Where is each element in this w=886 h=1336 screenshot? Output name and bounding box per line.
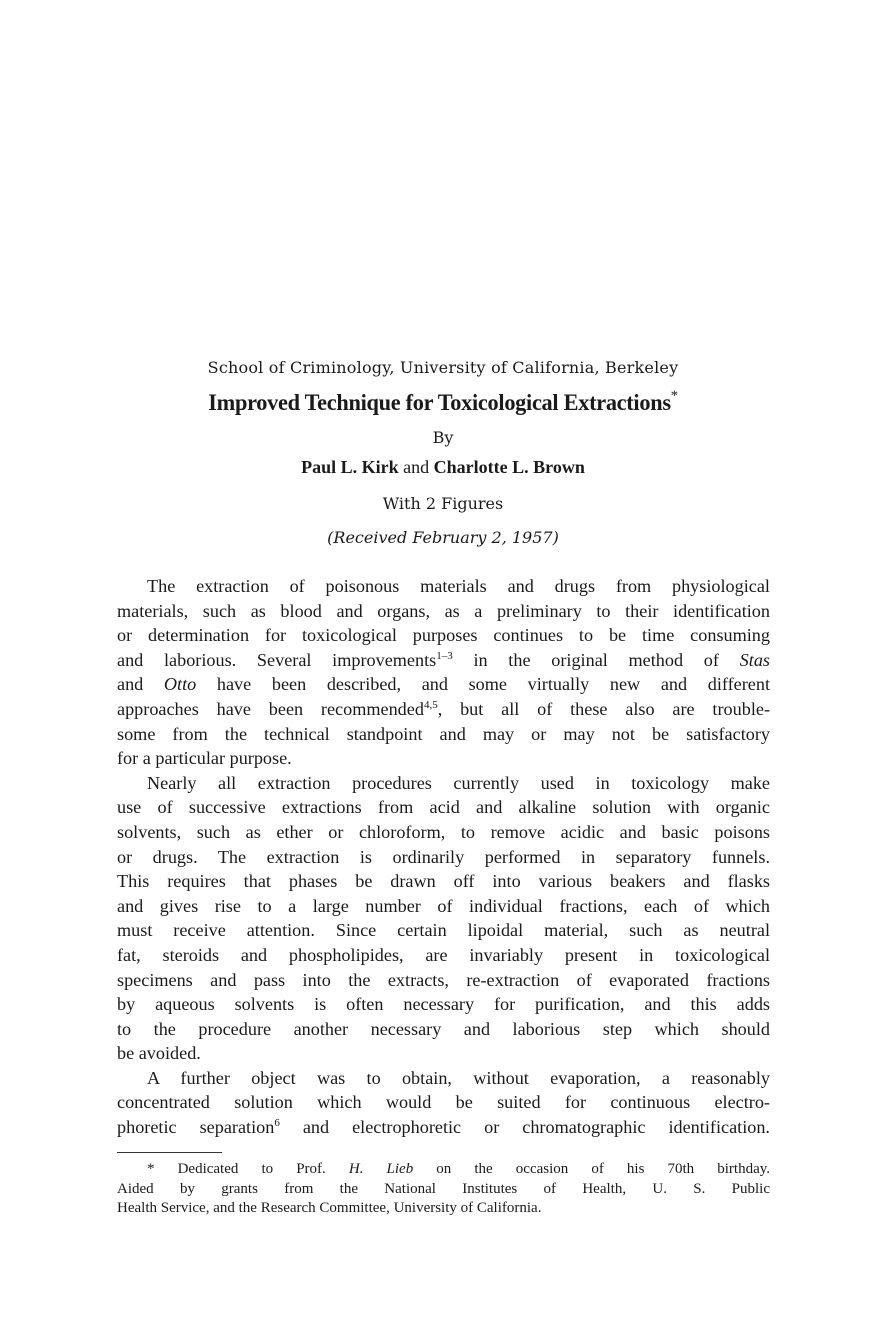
text-line: must receive attention. Since certain lipoidal material, such as neutral xyxy=(117,920,770,941)
author-conjunction: and xyxy=(403,457,430,477)
text-run: in the original method of xyxy=(452,649,740,670)
text-line: and gives rise to a large number of individual fractions, each of which xyxy=(117,895,770,916)
text-line: or determination for toxicological purposes continues to be time consuming xyxy=(117,625,770,646)
received-date: (Received February 2, 1957) xyxy=(327,528,559,547)
text-line: specimens and pass into the extracts, re-extraction of evaporated fractions xyxy=(117,969,770,990)
text-line xyxy=(117,672,770,697)
text-run: and electrophoretic or chromatographic identification. xyxy=(279,1117,770,1138)
author-2: Charlotte L. Brown xyxy=(433,457,585,477)
text-line: for a particular purpose. xyxy=(117,748,292,769)
text-line: concentrated solution which would be suited for continuous electro- xyxy=(117,1092,770,1113)
text-run: on the occasion of his 70th birthday. xyxy=(413,1161,771,1177)
text-line: The extraction of poisonous materials and drugs from physiological xyxy=(147,576,770,596)
text-line: Nearly all extraction procedures currently used in toxicology make xyxy=(147,772,770,793)
paragraph-3 xyxy=(117,1066,770,1140)
text-line: This requires that phases be drawn off into various beakers and flasks xyxy=(117,871,770,892)
text-line xyxy=(117,648,770,673)
footnote-line xyxy=(117,1160,770,1180)
text-run: and xyxy=(117,674,164,695)
text-run: * Dedicated to Prof. xyxy=(147,1161,349,1177)
paper-title xyxy=(13,390,872,416)
text-line: solvents, such as ether or chloroform, to remove acidic and basic poisons xyxy=(117,821,770,842)
author-1: Paul L. Kirk xyxy=(301,457,399,477)
text-run: , but all of these also are trouble- xyxy=(437,698,771,719)
paragraph-2 xyxy=(117,771,770,1066)
text-line xyxy=(117,697,770,722)
title-footnote-mark: * xyxy=(670,388,678,404)
citation-1-3: 1–3 xyxy=(436,649,453,662)
text-run: and laborious. Several improvements xyxy=(117,649,437,670)
footnote xyxy=(117,1160,770,1219)
text-line: or drugs. The extraction is ordinarily performed in separatory funnels. xyxy=(117,846,770,867)
authors xyxy=(0,457,886,478)
byline-label: By xyxy=(432,428,454,447)
body-text xyxy=(117,574,770,1140)
text-line: some from the technical standpoint and may or may not be satisfactory xyxy=(117,723,770,744)
name-lieb: H. Lieb xyxy=(348,1161,414,1177)
footnote-line: Aided by grants from the National Institutes of Health, U. S. Public xyxy=(117,1180,770,1197)
footnote-divider xyxy=(117,1152,222,1153)
text-line: by aqueous solvents is often necessary for purification, and this adds xyxy=(117,994,770,1015)
text-run: phoretic separation xyxy=(117,1117,275,1138)
citation-4-5: 4,5 xyxy=(423,698,438,711)
paragraph-1 xyxy=(117,574,770,771)
text-line: to the procedure another necessary and laborious step which should xyxy=(117,1018,770,1039)
text-line: use of successive extractions from acid and alkaline solution with organic xyxy=(117,797,770,818)
name-otto: Otto xyxy=(163,674,197,695)
text-line: A further object was to obtain, without evaporation, a reasonably xyxy=(147,1067,770,1088)
text-line: be avoided. xyxy=(117,1043,201,1064)
affiliation: School of Criminology, University of California, Berkeley xyxy=(207,358,679,377)
footnote-line: Health Service, and the Research Committee, University of California. xyxy=(117,1200,542,1216)
citation-6: 6 xyxy=(274,1117,280,1129)
text-line xyxy=(117,1115,770,1140)
text-run: approaches have been recommended xyxy=(117,698,424,719)
title-text: Improved Technique for Toxicological Extractions xyxy=(208,390,671,415)
text-line: materials, such as blood and organs, as a preliminary to their identification xyxy=(117,600,770,621)
text-run: have been described, and some virtually new and different xyxy=(196,674,770,695)
figure-count: With 2 Figures xyxy=(382,494,504,513)
name-stas: Stas xyxy=(739,649,770,670)
text-line: fat, steroids and phospholipides, are invariably present in toxicological xyxy=(117,944,770,965)
